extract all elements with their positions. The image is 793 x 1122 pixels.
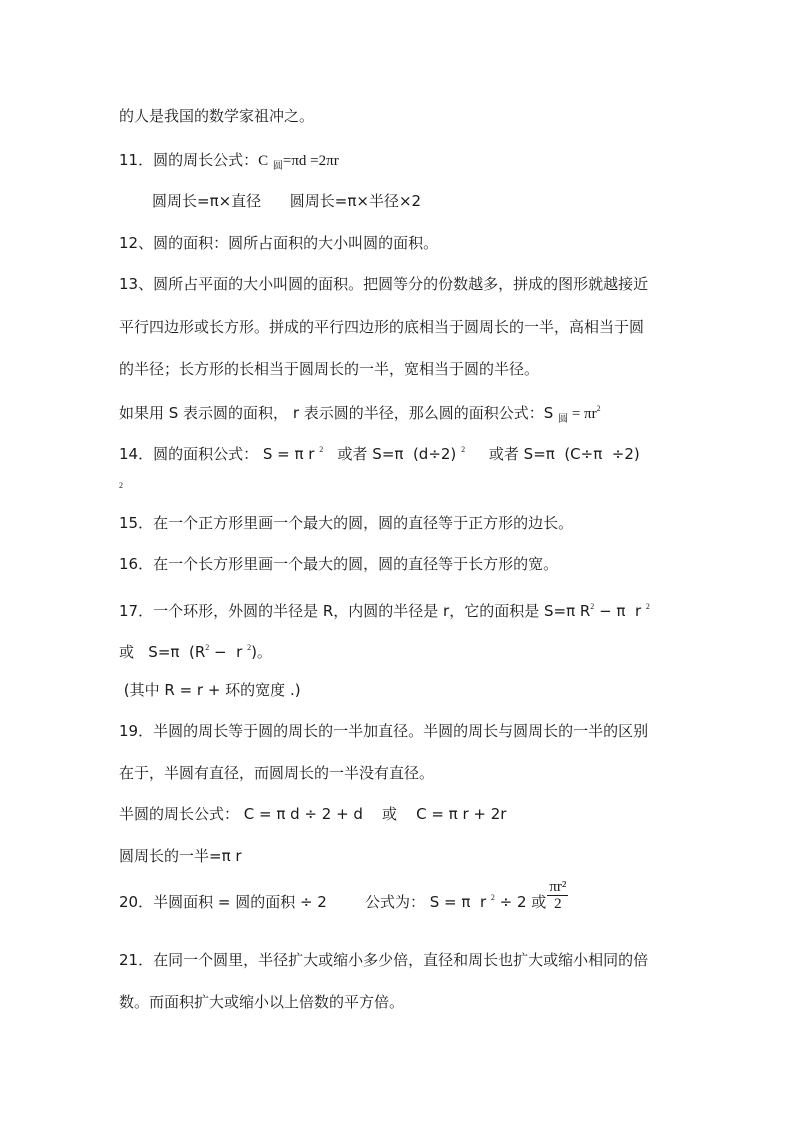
- paragraph-line: [119, 317, 644, 337]
- ring-note: [119, 680, 301, 700]
- paragraph-line: [119, 513, 573, 533]
- text: 12、圆的面积：圆所占面积的大小叫圆的面积。: [119, 234, 439, 252]
- paragraph-line: [119, 554, 558, 574]
- text: 或者 S=π (C÷π ÷2): [465, 445, 640, 463]
- text: 数。而面积扩大或缩小以上倍数的平方倍。: [119, 993, 405, 1011]
- paragraph-line: [119, 233, 438, 253]
- paragraph-line: [119, 106, 314, 126]
- text: − r: [209, 643, 248, 661]
- subscript: 圆: [272, 161, 283, 172]
- paragraph-line: [119, 763, 434, 783]
- area-formula-line: [119, 440, 640, 464]
- paragraph-line: [119, 274, 648, 294]
- superscript: 2: [645, 602, 650, 611]
- text: 如果用 S 表示圆的面积， r 表示圆的半径，那么圆的面积公式：S: [119, 404, 559, 422]
- text: 圆周长的一半=π r: [119, 847, 242, 865]
- superscript: 2: [247, 643, 252, 652]
- text: 19．半圆的周长等于圆的周长的一半加直径。半圆的周长与圆周长的一半的区别: [119, 722, 649, 740]
- semicircle-perimeter-formula: [119, 804, 506, 824]
- superscript: 2: [319, 445, 324, 454]
- superscript: 2: [205, 643, 210, 652]
- subscript: 圆: [558, 414, 569, 425]
- text: C: [258, 153, 269, 169]
- text: 圆周长=π×直径 圆周长=π×半径×2: [152, 192, 422, 210]
- text: 在于，半圆有直径，而圆周长的一半没有直径。: [119, 764, 435, 782]
- paragraph-line: [119, 359, 539, 379]
- text: 15．在一个正方形里画一个最大的圆，圆的直径等于正方形的边长。: [119, 514, 574, 532]
- text: 17．一个环形，外圆的半径是 R，内圆的半径是 r，它的面积是 S=π R: [119, 602, 591, 620]
- text: )。: [251, 643, 272, 661]
- ring-area-line: [119, 597, 650, 621]
- superscript: 2: [596, 404, 601, 413]
- text: 或者 S=π (d÷2): [323, 445, 462, 463]
- text: 的人是我国的数学家祖冲之。: [119, 107, 315, 125]
- text: 2: [119, 481, 123, 490]
- text: 21．在同一个圆里，半径扩大或缩小多少倍，直径和周长也扩大或缩小相同的倍: [119, 951, 649, 969]
- paragraph-line: [119, 721, 648, 741]
- formula: = πr: [568, 406, 597, 422]
- area-formula-intro: [119, 399, 601, 430]
- text: 13、圆所占平面的大小叫圆的面积。把圆等分的份数越多，拼成的图形就越接近: [119, 275, 649, 293]
- superscript: 2: [461, 445, 466, 454]
- paragraph-line: [119, 950, 648, 970]
- ring-area-alt: [119, 638, 272, 662]
- numerator: πr²: [549, 879, 567, 895]
- wrapped-superscript: [119, 476, 123, 496]
- superscript: 2: [590, 602, 595, 611]
- text: 16．在一个长方形里画一个最大的圆，圆的直径等于长方形的宽。: [119, 555, 559, 573]
- half-circumference: [119, 846, 242, 866]
- text: ÷ 2 或: [494, 893, 547, 911]
- superscript: 2: [490, 893, 495, 902]
- circumference-formula: [119, 150, 339, 177]
- text: (其中 R = r + 环的宽度 .): [119, 681, 301, 699]
- text: 平行四边形或长方形。拼成的平行四边形的底相当于圆周长的一半，高相当于圆: [119, 318, 645, 336]
- formula: =πd =2πr: [282, 153, 339, 169]
- text: − π r: [594, 602, 646, 620]
- text: 半圆的周长公式： C = π d ÷ 2 + d 或 C = π r + 2r: [119, 805, 507, 823]
- text: 11．圆的周长公式：: [119, 151, 259, 169]
- semicircle-area-line: [119, 879, 568, 912]
- paragraph-line: [119, 992, 404, 1012]
- text: 或 S=π (R: [119, 643, 206, 661]
- text: 的半径；长方形的长相当于圆周长的一半，宽相当于圆的半径。: [119, 360, 540, 378]
- text: 14．圆的面积公式： S = π r: [119, 445, 320, 463]
- circumference-words: [152, 191, 421, 211]
- fraction: [547, 879, 568, 912]
- denominator: 2: [554, 896, 562, 912]
- text: 20．半圆面积 = 圆的面积 ÷ 2 公式为： S = π r: [119, 893, 491, 911]
